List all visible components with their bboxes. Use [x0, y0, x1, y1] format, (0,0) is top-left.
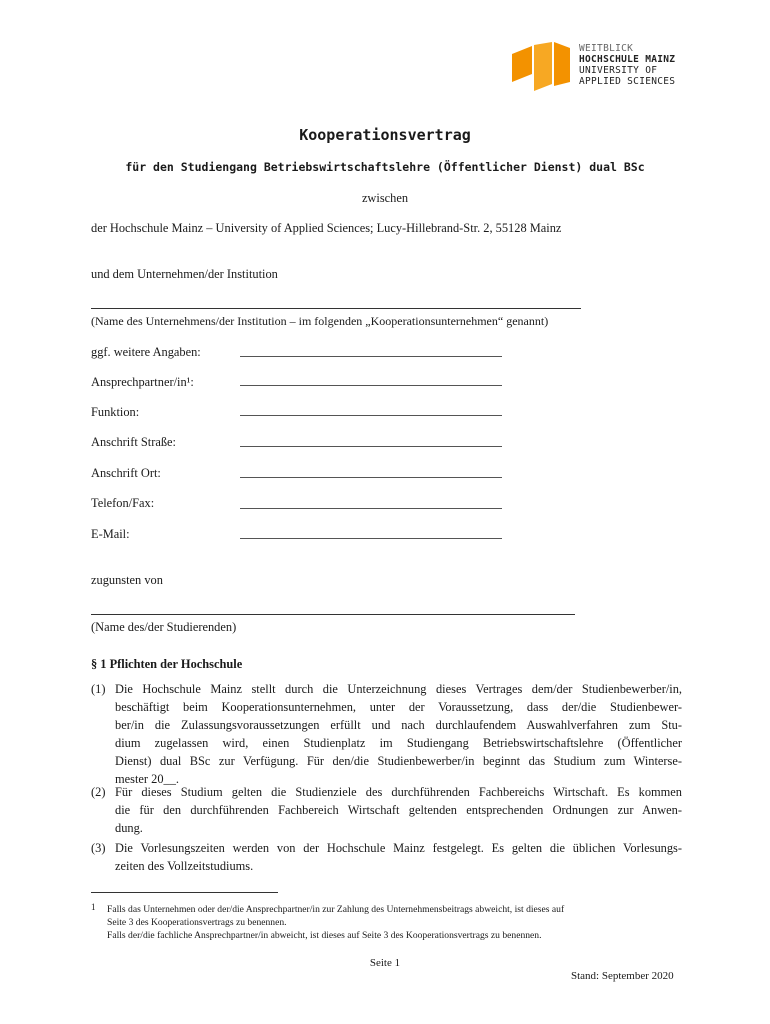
field-input-ansprechpartner[interactable] [240, 385, 502, 386]
logo-line-3: UNIVERSITY OF [579, 65, 658, 76]
document-title: Kooperationsvertrag [299, 126, 471, 144]
beneficiary-intro: zugunsten von [91, 573, 163, 587]
field-input-anschrift-ort[interactable] [240, 477, 502, 478]
logo-line-1: WEITBLICK [579, 43, 634, 54]
field-label-telefon-fax: Telefon/Fax: [91, 496, 155, 510]
paragraph-2-line: Für dieses Studium gelten die Studienziele des durchführenden Fachbereichs Wirtschaft. Es kommen [115, 785, 682, 799]
paragraph-3-line: zeiten des Vollzeitstudiums. [115, 859, 254, 873]
field-label-anschrift-ort: Anschrift Ort: [91, 466, 161, 480]
paragraph-1-line: Die Hochschule Mainz stellt durch die Unterzeichnung dieses Vertrages dem/der Studienbewerber/in, [115, 682, 682, 696]
field-label-weitere-angaben: ggf. weitere Angaben: [91, 345, 201, 359]
footnote-line: Falls der/die fachliche Ansprechpartner/in abweicht, ist dieses auf Seite 3 des Kooperationsvertrags zu benennen. [107, 930, 542, 941]
paragraph-3-number: (3) [91, 841, 106, 855]
section-1-heading: § 1 Pflichten der Hochschule [91, 657, 243, 671]
student-name-caption: (Name des/der Studierenden) [91, 620, 237, 634]
footnote-marker: 1 [91, 902, 96, 912]
paragraph-2-line: die für den durchführenden Fachbereich Wirtschaft geltenden entsprechenden Ordnungen zur Anwen- [115, 803, 682, 817]
paragraph-2-line: dung. [115, 821, 143, 835]
field-label-ansprechpartner: Ansprechpartner/in¹: [91, 375, 194, 389]
field-input-funktion[interactable] [240, 415, 502, 416]
company-name-caption: (Name des Unternehmens/der Institution – im folgenden „Kooperationsunternehmen“ genannt) [91, 314, 549, 328]
student-name-line[interactable] [91, 614, 575, 615]
paragraph-1-line: Dienst) dual BSc zur Verfügung. Für den/die Studienbewerber/in beginnt das Studium zum Winterse- [115, 754, 682, 768]
field-input-anschrift-strasse[interactable] [240, 446, 502, 447]
logo-line-4: APPLIED SCIENCES [579, 76, 676, 87]
page-number: Seite 1 [369, 957, 401, 969]
footnote-text [107, 903, 677, 942]
paragraph-2-text [115, 783, 682, 837]
paragraph-2-number: (2) [91, 785, 106, 799]
party-company-intro: und dem Unternehmen/der Institution [91, 267, 278, 281]
field-input-weitere-angaben[interactable] [240, 356, 502, 357]
paragraph-1-number: (1) [91, 682, 106, 696]
field-input-email[interactable] [240, 538, 502, 539]
stand-date: Stand: September 2020 [571, 970, 674, 982]
paragraph-1-line: dium zugelassen wird, einen Studienplatz im Studiengang Betriebswirtschaftslehre (Öffentlicher [115, 736, 682, 750]
field-label-email: E-Mail: [91, 527, 130, 541]
paragraph-3-line: Die Vorlesungszeiten werden von der Hochschule Mainz festgelegt. Es gelten die üblichen Vorlesungs- [115, 841, 682, 855]
logo-line-2: HOCHSCHULE MAINZ [579, 54, 676, 65]
field-label-funktion: Funktion: [91, 405, 140, 419]
paragraph-1-text [115, 680, 682, 788]
company-name-line[interactable] [91, 308, 581, 309]
footnote-line: Seite 3 des Kooperationsvertrags zu benennen. [107, 917, 287, 928]
footnote-line: Falls das Unternehmen oder der/die Ansprechpartner/in zur Zahlung des Unternehmensbeitrags abweicht, ist dieses auf [107, 904, 565, 915]
paragraph-1-line: beschäftigt beim Kooperationsunternehmen, unter der Voraussetzung, dass der/die Studienbewer- [115, 700, 682, 714]
hochschule-logo-mark [512, 42, 570, 94]
logo-wordmark [579, 43, 675, 87]
document-subtitle: für den Studiengang Betriebswirtschaftslehre (Öffentlicher Dienst) dual BSc [125, 160, 645, 174]
between-text: zwischen [361, 191, 409, 205]
paragraph-3-text [115, 839, 682, 875]
footnote-separator [91, 892, 278, 893]
paragraph-1-line: ber/in die Zulassungsvoraussetzungen erfüllt und nach durchlaufendem Auswahlverfahren zum Stu- [115, 718, 682, 732]
paragraph-1-line: mester 20__. [115, 772, 180, 786]
party-university: der Hochschule Mainz – University of Applied Sciences; Lucy-Hillebrand-Str. 2, 55128 Mainz [91, 221, 562, 235]
field-input-telefon-fax[interactable] [240, 508, 502, 509]
field-label-anschrift-strasse: Anschrift Straße: [91, 435, 176, 449]
